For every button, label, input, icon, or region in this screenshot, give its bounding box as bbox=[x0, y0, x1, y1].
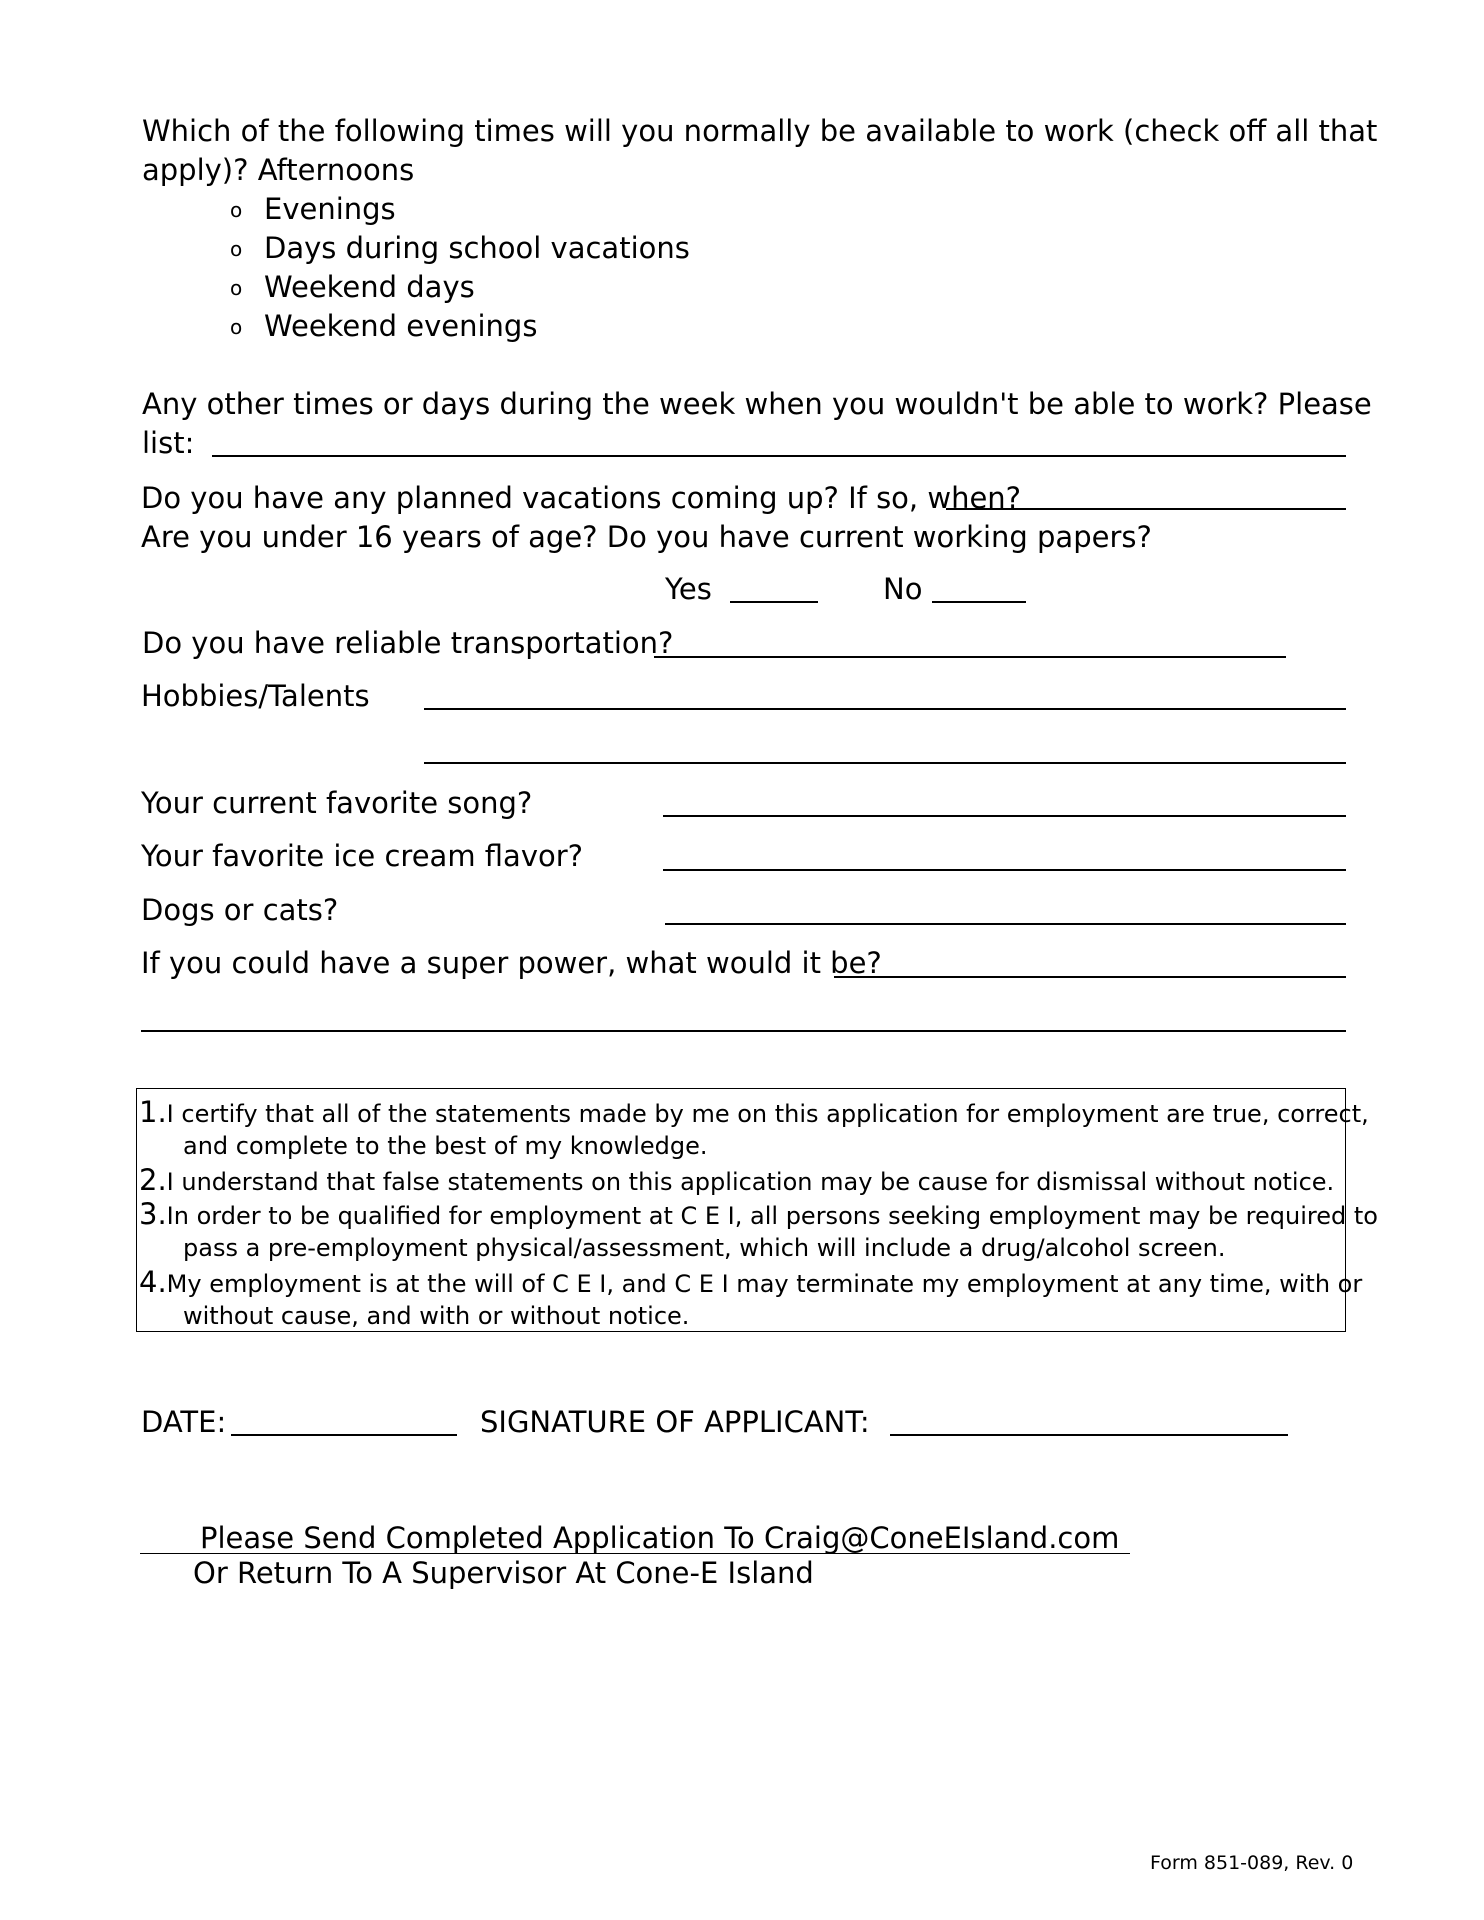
yes-field[interactable] bbox=[730, 601, 818, 603]
ice-cream-field[interactable] bbox=[663, 869, 1346, 871]
send-underline bbox=[140, 1553, 1130, 1554]
signature-field[interactable] bbox=[890, 1434, 1288, 1436]
pets-field[interactable] bbox=[665, 923, 1346, 925]
item-number: 4. bbox=[139, 1265, 167, 1299]
certification-item-2 bbox=[139, 1165, 1334, 1197]
song-field[interactable] bbox=[663, 815, 1346, 817]
certification-item-4 bbox=[139, 1267, 1362, 1299]
certification-item-3 bbox=[139, 1199, 1378, 1231]
transportation-field[interactable] bbox=[654, 656, 1286, 658]
option-weekend-evenings: Weekend evenings bbox=[264, 309, 538, 343]
item-number: 3. bbox=[139, 1197, 167, 1231]
ice-cream-question: Your favorite ice cream flavor? bbox=[141, 839, 584, 873]
item-text: My employment is at the will of C E I, and C E I may terminate my employment at any time, with or bbox=[166, 1270, 1363, 1298]
certification-item-3-cont: pass a pre-employment physical/assessment, which will include a drug/alcohol screen. bbox=[183, 1234, 1226, 1262]
date-label: DATE: bbox=[141, 1405, 227, 1439]
date-field[interactable] bbox=[231, 1434, 457, 1436]
no-field[interactable] bbox=[932, 601, 1026, 603]
hobbies-field-line2[interactable] bbox=[424, 762, 1346, 764]
availability-question-line1: Which of the following times will you normally be available to work (check off all that bbox=[142, 114, 1378, 148]
pets-question: Dogs or cats? bbox=[141, 893, 339, 927]
other-times-field[interactable] bbox=[212, 455, 1346, 457]
yes-label: Yes bbox=[665, 572, 712, 606]
super-power-field-line1[interactable] bbox=[834, 976, 1346, 978]
certification-item-1 bbox=[139, 1097, 1369, 1129]
option-bullet[interactable]: o bbox=[230, 276, 243, 300]
song-question: Your current favorite song? bbox=[141, 786, 533, 820]
option-bullet[interactable]: o bbox=[230, 315, 243, 339]
super-power-field-line2[interactable] bbox=[141, 1030, 1346, 1032]
signature-label: SIGNATURE OF APPLICANT: bbox=[480, 1405, 870, 1439]
hobbies-label: Hobbies/Talents bbox=[141, 679, 370, 713]
item-text: In order to be qualified for employment at C E I, all persons seeking employment may be required to bbox=[166, 1202, 1378, 1230]
option-weekend-days: Weekend days bbox=[264, 270, 475, 304]
item-text: I certify that all of the statements made by me on this application for employment are true, correct, bbox=[166, 1100, 1369, 1128]
other-times-question-line1: Any other times or days during the week when you wouldn't be able to work? Please bbox=[142, 387, 1372, 421]
send-instructions-line2: Or Return To A Supervisor At Cone-E Island bbox=[193, 1556, 814, 1590]
option-bullet[interactable]: o bbox=[230, 198, 243, 222]
item-text: I understand that false statements on this application may be cause for dismissal without notice. bbox=[166, 1168, 1335, 1196]
send-instructions-line1: Please Send Completed Application To Craig@ConeEIsland.com bbox=[200, 1521, 1120, 1555]
hobbies-field-line1[interactable] bbox=[424, 708, 1346, 710]
super-power-question: If you could have a super power, what would it be? bbox=[141, 946, 882, 980]
other-times-question-line2: list: bbox=[142, 426, 195, 460]
vacations-question: Do you have any planned vacations coming up? If so, when? bbox=[141, 481, 1022, 515]
vacations-field[interactable] bbox=[946, 508, 1346, 510]
age-question: Are you under 16 years of age? Do you have current working papers? bbox=[141, 520, 1152, 554]
item-number: 2. bbox=[139, 1163, 167, 1197]
option-school-vacations: Days during school vacations bbox=[264, 231, 690, 265]
certification-item-1-cont: and complete to the best of my knowledge. bbox=[183, 1132, 708, 1160]
form-number: Form 851-089, Rev. 0 bbox=[1150, 1852, 1354, 1874]
item-number: 1. bbox=[139, 1095, 167, 1129]
availability-question-line2: apply)? Afternoons bbox=[142, 153, 415, 187]
option-evenings: Evenings bbox=[264, 192, 396, 226]
no-label: No bbox=[883, 572, 923, 606]
certification-item-4-cont: without cause, and with or without notice. bbox=[183, 1302, 690, 1330]
transportation-question: Do you have reliable transportation? bbox=[142, 626, 674, 660]
option-bullet[interactable]: o bbox=[230, 237, 243, 261]
